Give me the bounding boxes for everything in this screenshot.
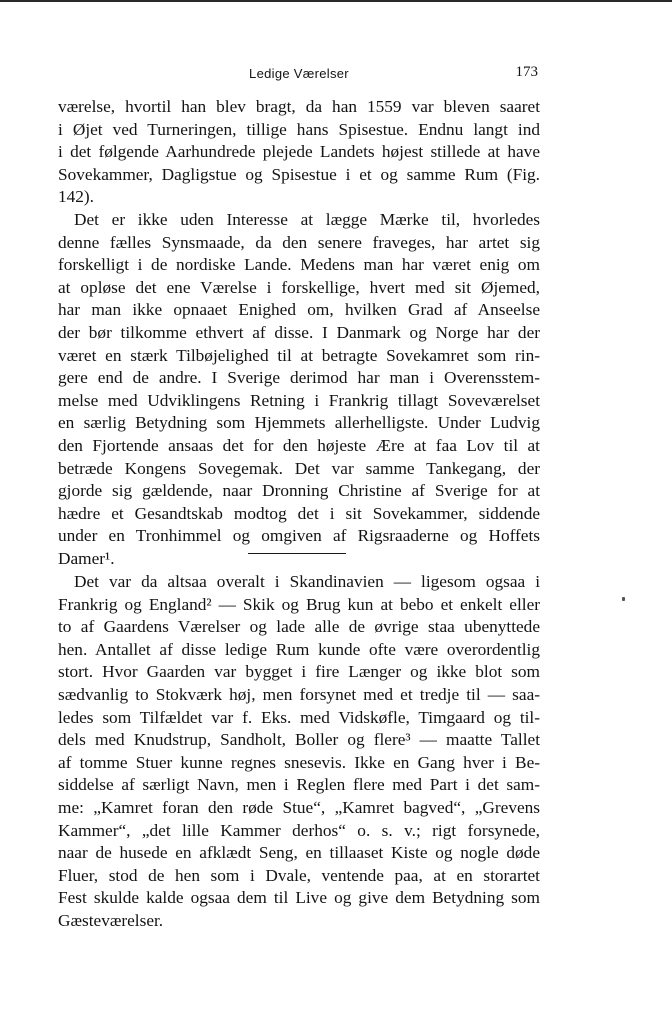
paragraph-empty-rooms (58, 571, 540, 933)
text-line: hen. Antallet af disse ledige Rum kunde ofte være overordentlig (58, 639, 540, 659)
scan-speck (622, 597, 625, 601)
text-line: Gæsteværelser. (58, 910, 164, 930)
top-edge-rule (0, 0, 672, 2)
text-line: sædvanlig to Stokværk høj, men forsynet med et tredje til — saa- (58, 684, 540, 704)
text-line: stort. Hvor Gaarden var bygget i fire Længer og ikke blot som (58, 662, 540, 682)
text-line: 142). (58, 187, 94, 207)
text-line: naar de husede en afklædt Seng, en tillaaset Kiste og nogle døde (58, 843, 540, 863)
text-line: forskelligt i de nordiske Lande. Medens man har været enig om (58, 255, 540, 275)
running-head (58, 64, 540, 84)
text-line: to af Gaardens Værelser og lade alle de øvrige staa ubenyttede (58, 617, 540, 637)
text-line: denne fælles Synsmaade, da den senere fraveges, har artet sig (58, 232, 540, 252)
text-line: betræde Kongens Sovegemak. Det var samme Tankegang, der (58, 458, 540, 478)
text-line: der bør tilkomme ethvert af disse. I Danmark og Norge har der (58, 322, 540, 342)
section-separator-rule (248, 553, 346, 554)
text-line: under en Tronhimmel og omgiven af Rigsraaderne og Hoffets (58, 526, 540, 546)
text-line: me: „Kamret foran den røde Stue“, „Kamret bagved“, „Grevens (58, 797, 540, 817)
text-line: Det er ikke uden Interesse at lægge Mærke til, hvorledes (74, 210, 540, 229)
running-title: Ledige Værelser (249, 66, 349, 81)
text-line: ledes som Tilfældet var f. Eks. med Vidskøfle, Timgaard og til- (58, 707, 540, 727)
text-line: i det følgende Aarhundrede plejede Landets højest stillede at have (58, 142, 540, 162)
text-line: har man ikke opnaaet Enighed om, hvilken Grad af Anseelse (58, 300, 540, 320)
text-line: gjorde sig gældende, naar Dronning Christine af Sverige for at (58, 481, 540, 501)
page-number: 173 (515, 64, 538, 80)
text-line: Fest skulde kalde ogsaa dem til Live og give dem Betydning som (58, 888, 540, 908)
text-line: i Øjet ved Turneringen, tillige hans Spisestue. Endnu langt ind (58, 119, 540, 139)
text-line: Sovekammer, Dagligstue og Spisestue i et og samme Rum (Fig. (58, 164, 540, 184)
text-line: melse med Udviklingens Retning i Frankrig tillagt Soveværelset (58, 390, 540, 410)
text-line: hædre et Gesandtskab modtog det i sit Sovekammer, siddende (58, 503, 540, 523)
paragraph-continuation (58, 96, 540, 209)
text-line: Det var da altsaa overalt i Skandinavien — ligesom ogsaa i (74, 572, 540, 591)
text-line: en særlig Betydning som Hjemmets allerhelligste. Under Ludvig (58, 413, 540, 433)
text-line: Kammer“, „det lille Kammer derhos“ o. s. v.; rigt forsynede, (58, 820, 540, 840)
text-line: gere end de andre. I Sverige derimod har man i Overensstem- (58, 368, 540, 388)
text-line: af tomme Stuer kunne regnes snesevis. Ikke en Gang hver i Be- (58, 752, 540, 772)
text-line: værelse, hvortil han blev bragt, da han 1559 var bleven saaret (58, 97, 540, 116)
text-line: den Fjortende ansaas det for den højeste Ære at faa Lov til at (58, 435, 540, 455)
text-line: siddelse af særligt Navn, men i Reglen flere med Part i det sam- (58, 775, 540, 795)
text-line: Fluer, stod de hen som i Dvale, ventende paa, at en storartet (58, 865, 540, 885)
text-line: at opløse det ene Værelse i forskellige, hvert med sit Øjemed, (58, 277, 540, 297)
paragraph-sleeping-rooms (58, 209, 540, 571)
text-line: dels med Knudstrup, Sandholt, Boller og flere³ — maatte Tallet (58, 730, 540, 750)
text-line: Frankrig og England² — Skik og Brug kun at bebo et enkelt eller (58, 594, 540, 614)
text-line: været en stærk Tilbøjelighed til at betragte Sovekamret som rin- (58, 345, 540, 365)
text-line: Damer¹. (58, 548, 115, 568)
